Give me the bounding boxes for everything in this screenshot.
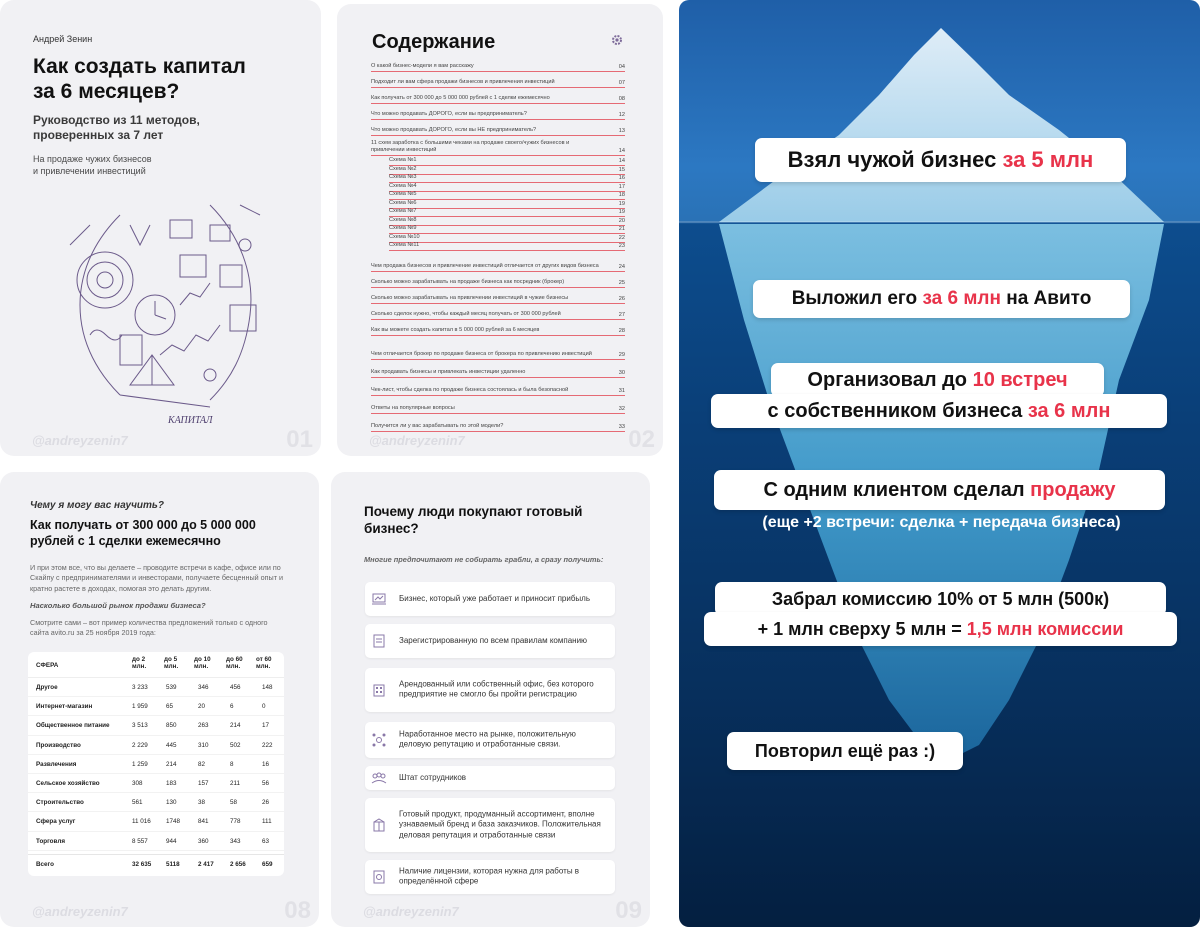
book-title-line2: за 6 месяцев?: [33, 80, 180, 104]
toc-item-page: 20: [618, 217, 625, 224]
toc-item-page: 33: [618, 424, 625, 430]
cell-value: 8: [230, 760, 234, 768]
toc-item-page: 25: [618, 280, 625, 286]
toc-item-page: 13: [618, 128, 625, 134]
watermark: @andreyzenin7: [32, 433, 128, 448]
toc-row[interactable]: [371, 382, 625, 396]
cell-value: 1748: [166, 818, 181, 826]
table-row: [28, 793, 284, 812]
table-row: [28, 736, 284, 755]
cell-value: 214: [166, 760, 177, 768]
cell-value: 16: [262, 760, 270, 768]
cell-value: 38: [198, 799, 206, 807]
toc-item-text: Чек-лист, чтобы сделка по продаже бизнеса состоялась и была безопасной: [371, 387, 569, 394]
cell-sphere: Развлечения: [36, 760, 77, 768]
toc-item-text: Как вы можете создать капитал в 5 000 000 рублей за 6 месяцев: [371, 327, 540, 334]
toc-item-text: Как получать от 300 000 до 5 000 000 рублей с 1 сделки ежемесячно: [371, 95, 550, 102]
cell-sphere: Сельское хозяйство: [36, 780, 100, 787]
benefit-item: [365, 582, 615, 616]
table-total-row: [28, 854, 284, 873]
book-note-line2: и привлечении инвестиций: [33, 165, 146, 176]
cover-page-card: [0, 0, 321, 456]
toc-item-text: Сколько сделок нужно, чтобы каждый месяц получать от 300 000 рублей: [371, 311, 561, 318]
header-col: от 60 млн.: [256, 656, 272, 671]
cell-value: 310: [198, 741, 209, 749]
benefit-item: [365, 668, 615, 712]
cell-value: 360: [198, 837, 209, 845]
toc-row[interactable]: [371, 322, 625, 336]
toc-row[interactable]: [389, 243, 625, 251]
book-title-line1: Как создать капитал: [33, 55, 246, 78]
toc-item-text: Схема №10: [389, 233, 420, 240]
cell-value: 11 016: [132, 818, 151, 826]
section-title: Как получать от 300 000 до 5 000 000 рублей с 1 сделки ежемесячно: [30, 518, 256, 548]
cell-value: 222: [262, 741, 273, 749]
benefit-item: [365, 860, 615, 894]
step-label-1: [755, 138, 1126, 182]
step-1-text: Взял чужой бизнес: [787, 147, 1003, 172]
header-col: до 10 млн.: [194, 656, 211, 671]
toc-item-text: Что можно продавать ДОРОГО, если вы предприниматель?: [371, 111, 527, 118]
toc-row[interactable]: [371, 306, 625, 320]
cell-total: 2 656: [230, 861, 246, 868]
table-row: [28, 812, 284, 831]
step-3-text: Организовал до: [807, 369, 973, 391]
toc-item-page: 21: [618, 226, 625, 232]
cell-value: 2 229: [132, 741, 148, 749]
toc-item-page: 24: [618, 264, 625, 270]
table-row: [28, 755, 284, 774]
toc-item-page: 31: [618, 388, 625, 394]
step-5-text-2: + 1 млн сверху 5 млн =: [757, 619, 967, 639]
step-2-text: Выложил его: [791, 288, 923, 309]
table-row: [28, 774, 284, 793]
toc-row[interactable]: [371, 60, 625, 72]
book-subtitle-line2: проверенных за 7 лет: [33, 128, 164, 142]
sketch-capital-word: КАПИТАЛ: [168, 415, 213, 426]
cell-value: 263: [198, 722, 209, 730]
benefit-text: Зарегистрированную по всем правилам компанию: [399, 635, 588, 645]
cell-value: 17: [262, 722, 270, 730]
toc-row[interactable]: [371, 254, 625, 272]
section-question-2: Насколько большой рынок продажи бизнеса?: [30, 601, 206, 610]
cell-sphere: Интернет-магазин: [36, 703, 93, 711]
section-question: Чему я могу вас научить?: [30, 500, 164, 511]
step-label-5a: [715, 582, 1166, 616]
toc-item-page: 16: [618, 175, 625, 181]
step-4-note: (еще +2 встречи: сделка + передача бизнеса): [762, 514, 1121, 531]
toc-item-page: 19: [618, 200, 625, 207]
toc-item-page: 18: [618, 192, 625, 198]
cell-value: 65: [166, 703, 174, 711]
toc-item-text: Подходит ли вам сфера продажи бизнесов и привлечения инвестиций: [371, 79, 555, 86]
market-page-card: [0, 472, 319, 927]
cell-value: 1 259: [132, 760, 148, 768]
cell-value: 3 513: [132, 722, 148, 730]
cell-value: 841: [198, 818, 209, 826]
toc-item-text: Схема №1: [389, 157, 417, 164]
book-subtitle-line1: Руководство из 11 методов,: [33, 113, 200, 127]
toc-row[interactable]: [371, 274, 625, 288]
benefit-text: Штат сотрудников: [399, 772, 467, 782]
table-row: [28, 678, 284, 697]
toc-item-page: 28: [618, 328, 625, 334]
cell-value: 3 233: [132, 684, 148, 691]
page-number: 01: [286, 426, 313, 453]
toc-item-text: Схема №3: [389, 174, 417, 181]
header-col: до 2 млн.: [132, 656, 147, 671]
toc-row[interactable]: [371, 364, 625, 378]
toc-item-page: 19: [618, 209, 625, 215]
section-paragraph-2: Смотрите сами – вот пример количества предложений только с одного сайта avito.ru за 25 ноября 2019 года:: [30, 618, 268, 638]
cell-value: 214: [230, 722, 241, 730]
toc-item-page: 14: [618, 158, 625, 164]
cell-value: 778: [230, 818, 241, 826]
cell-sphere: Строительство: [36, 799, 84, 807]
table-row: [28, 716, 284, 735]
book-note-line1: На продаже чужих бизнесов: [33, 154, 152, 164]
water-line: [679, 221, 1200, 223]
cell-value: 148: [262, 684, 273, 691]
business-sketch-illustration: [60, 185, 270, 435]
toc-row[interactable]: [371, 340, 625, 360]
watermark: @andreyzenin7: [369, 433, 465, 448]
toc-item-page: 15: [618, 166, 625, 173]
cell-value: 183: [166, 780, 177, 787]
toc-item-page: 14: [618, 148, 625, 154]
benefit-item: [365, 766, 615, 790]
cell-value: 346: [198, 684, 209, 691]
toc-item-text: Схема №4: [389, 182, 417, 189]
contents-page-card: [337, 4, 663, 456]
cell-sphere: Общественное питание: [36, 722, 110, 730]
cell-sphere: Другое: [36, 684, 58, 691]
benefit-item: [365, 798, 615, 852]
book-subtitle: [33, 113, 263, 143]
toc-item-page: 17: [618, 183, 625, 190]
toc-item-page: 08: [618, 96, 625, 102]
toc-item-text: Сколько можно зарабатывать на привлечении инвестиций в чужие бизнесы: [371, 295, 569, 302]
step-2-text-end: на Авито: [1000, 288, 1092, 309]
cell-value: 56: [262, 780, 270, 787]
benefit-text: Бизнес, который уже работает и приносит прибыль: [399, 593, 591, 603]
toc-item-text: Схема №6: [389, 199, 417, 206]
step-label-4: [714, 470, 1165, 510]
benefits-title: Почему люди покупают готовый бизнес?: [364, 504, 583, 536]
cell-value: 157: [198, 780, 209, 787]
watermark: @andreyzenin7: [32, 904, 128, 919]
step-4-text: С одним клиентом сделал: [763, 479, 1031, 501]
toc-item-page: 27: [618, 312, 625, 318]
benefit-text: Готовый продукт, продуманный ассортимент, вполне узнаваемый бренд и база заказчиков. Положительная деловая репутация и отработанные связи: [399, 809, 601, 840]
toc-item-text: Чем продажа бизнесов и привлечение инвестиций отличается от других видов бизнеса: [371, 263, 599, 270]
toc-row[interactable]: [371, 418, 625, 432]
book-note: [33, 154, 233, 177]
toc-row[interactable]: [371, 122, 625, 136]
toc-item-text: Схема №11: [389, 242, 420, 249]
table-header: [28, 652, 284, 678]
toc-row[interactable]: [371, 90, 625, 104]
cell-total-label: Всего: [36, 861, 54, 868]
table-row: [28, 697, 284, 716]
page-number: 08: [284, 897, 311, 924]
benefits-subtitle: Многие предпочитают не собирать грабли, а сразу получить:: [364, 555, 604, 564]
network-icon: [371, 732, 387, 748]
cell-value: 58: [230, 799, 238, 807]
cell-value: 20: [198, 703, 206, 711]
cell-sphere: Сфера услуг: [36, 818, 76, 826]
toc-item-text: Получится ли у вас зарабатывать по этой модели?: [371, 423, 504, 430]
cell-total: 5118: [166, 861, 180, 868]
toc-row[interactable]: [371, 400, 625, 414]
toc-item-text: Схема №2: [389, 165, 417, 172]
team-icon: [371, 770, 387, 786]
document-icon: [371, 633, 387, 649]
cell-value: 445: [166, 741, 177, 749]
toc-row[interactable]: [371, 138, 625, 156]
toc-item-page: 23: [618, 243, 625, 249]
gear-icon: [610, 33, 624, 47]
cell-value: 63: [262, 837, 270, 845]
header-col: до 5 млн.: [164, 656, 179, 671]
step-2-highlight: за 6 млн: [922, 288, 1001, 309]
cell-value: 308: [132, 780, 143, 787]
toc-item-text: Схема №7: [389, 208, 417, 215]
toc-item-text: Схема №5: [389, 191, 417, 198]
cell-sphere: Торговля: [36, 837, 65, 845]
cell-value: 343: [230, 837, 241, 845]
cell-value: 6: [230, 703, 234, 711]
header-sphere: СФЕРА: [36, 662, 59, 669]
benefit-text: Наличие лицензии, которая нужна для работы в определённой сфере: [399, 866, 580, 886]
benefit-item: [365, 722, 615, 758]
toc-item-page: 12: [618, 112, 625, 118]
cell-value: 944: [166, 837, 177, 845]
cell-value: 1 959: [132, 703, 148, 711]
contents-title: Содержание: [372, 31, 496, 53]
step-5-text: Забрал комиссию 10% от 5 млн (500к): [771, 589, 1110, 609]
toc-item-text: Как продавать бизнесы и привлекать инвестиции удаленно: [371, 369, 526, 376]
toc-item-text: 11 схем заработка с большими чеками на продаже своего/чужих бизнесов и привлечении инвестиций: [371, 140, 570, 154]
cell-sphere: Производство: [36, 741, 81, 749]
cell-total: 2 417: [198, 861, 214, 868]
step-3-highlight-2: за 6 млн: [1027, 400, 1111, 422]
toc-item-text: Схема №8: [389, 216, 417, 223]
book-title: [33, 54, 293, 104]
cell-value: 26: [262, 799, 270, 807]
step-4-highlight: продажу: [1030, 479, 1116, 501]
cell-value: 539: [166, 684, 177, 691]
cell-value: 561: [132, 799, 143, 807]
cell-value: 0: [262, 703, 266, 711]
toc-item-page: 07: [618, 80, 625, 86]
avito-stats-table: [28, 652, 284, 876]
page-number: 02: [628, 426, 655, 453]
benefit-text: Наработанное место на рынке, положительную деловую репутацию и отработанные связи.: [399, 729, 576, 749]
step-label-5b: [704, 612, 1177, 646]
cell-value: 211: [230, 780, 241, 787]
step-label-3a: [771, 363, 1104, 397]
toc-item-text: Схема №9: [389, 225, 417, 232]
toc-item-text: Чем отличается брокер по продаже бизнеса от брокера по привлечению инвестиций: [371, 351, 592, 358]
cell-value: 850: [166, 722, 177, 730]
table-row: [28, 832, 284, 851]
step-label-3b: [711, 394, 1167, 428]
cell-value: 456: [230, 684, 241, 691]
toc-item-text: Что можно продавать ДОРОГО, если вы НЕ предприниматель?: [371, 127, 537, 134]
benefits-page-card: [331, 472, 650, 927]
cell-total: 32 635: [132, 861, 152, 868]
step-5-highlight: 1,5 млн комиссии: [966, 619, 1124, 639]
section-paragraph: И при этом все, что вы делаете – проводите встречи в кафе, офисе или по Скайпу с предпринимателями и инвесторами, получаете бесценный опыт и кратно растете в доходах, помогая это делать другим.: [30, 563, 284, 593]
toc-item-page: 29: [618, 352, 625, 358]
toc-item-page: 32: [618, 406, 625, 412]
toc-row[interactable]: [371, 74, 625, 88]
toc-row[interactable]: [371, 290, 625, 304]
step-label-2: [753, 280, 1130, 318]
cell-value: 8 557: [132, 837, 148, 845]
toc-item-text: Сколько можно зарабатывать на продаже бизнеса как посредник (брокер): [371, 279, 565, 286]
step-6-text: Повторил ещё раз :): [754, 741, 936, 761]
header-col: до 60 млн.: [226, 656, 243, 671]
step-3-highlight: 10 встреч: [972, 369, 1068, 391]
step-3-text-2: с собственником бизнеса: [767, 400, 1028, 422]
cell-value: 502: [230, 741, 241, 749]
author-name: Андрей Зенин: [33, 34, 93, 44]
step-label-6: [727, 732, 963, 770]
toc-item-page: 22: [618, 234, 625, 241]
cell-value: 82: [198, 760, 206, 768]
cell-value: 130: [166, 799, 177, 807]
toc-item-page: 30: [618, 370, 625, 376]
product-box-icon: [371, 817, 387, 833]
office-building-icon: [371, 682, 387, 698]
laptop-chart-icon: [371, 591, 387, 607]
benefit-item: [365, 624, 615, 658]
toc-item-text: О какой бизнес-модели я вам расскажу: [371, 63, 474, 70]
toc-item-page: 04: [618, 64, 625, 70]
license-certificate-icon: [371, 869, 387, 885]
cell-total: 659: [262, 861, 273, 868]
cell-value: 111: [262, 818, 272, 826]
toc-item-page: 26: [618, 296, 625, 302]
step-1-highlight: за 5 млн: [1002, 147, 1094, 172]
benefit-text: Арендованный или собственный офис, без которого предприятие не смогло бы пройти регистрацию: [399, 679, 594, 699]
toc-row[interactable]: [371, 106, 625, 120]
toc-item-text: Ответы на популярные вопросы: [371, 405, 455, 412]
iceberg-infographic: [679, 0, 1200, 927]
watermark: @andreyzenin7: [363, 904, 459, 919]
page-number: 09: [615, 897, 642, 924]
